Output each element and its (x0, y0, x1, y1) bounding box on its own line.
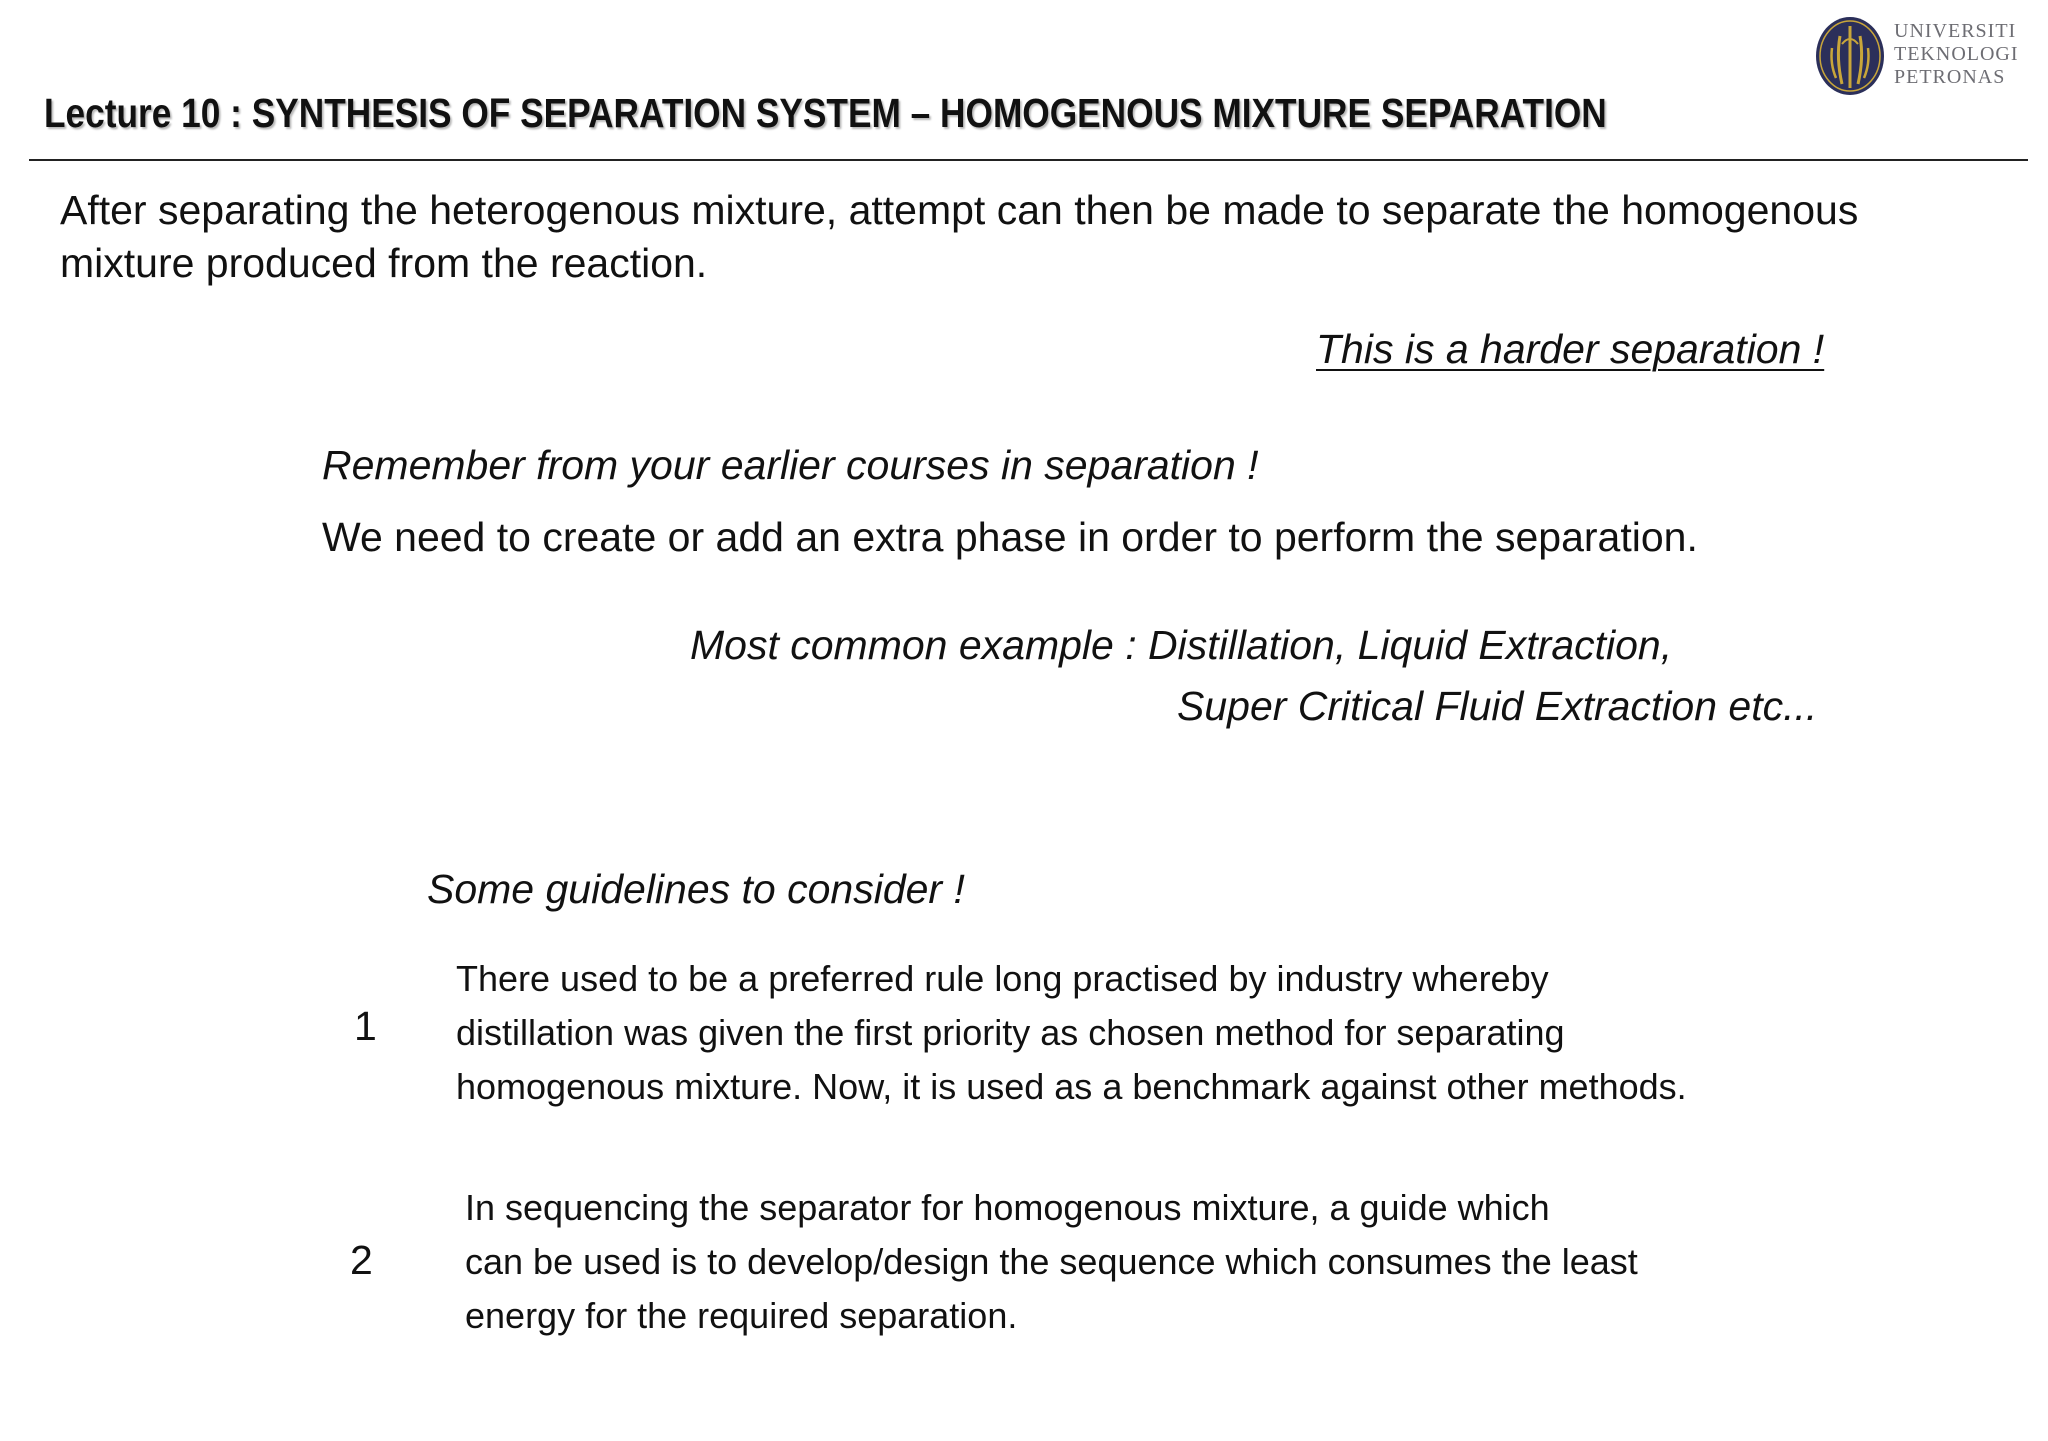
remember-note: Remember from your earlier courses in separation ! (322, 442, 1259, 488)
guideline-item (465, 1181, 1885, 1343)
title-divider (29, 159, 2028, 161)
intro-paragraph (60, 184, 2020, 290)
logo-line: UNIVERSITI (1894, 20, 2017, 42)
guideline-line: There used to be a preferred rule long practised by industry whereby (456, 958, 1549, 999)
guideline-line: can be used is to develop/design the sequence which consumes the least (465, 1241, 1638, 1282)
guideline-number: 1 (354, 1003, 377, 1049)
guideline-line: In sequencing the separator for homogenous mixture, a guide which (465, 1187, 1550, 1228)
logo-line: PETRONAS (1894, 66, 2006, 88)
extra-phase-statement: We need to create or add an extra phase in order to perform the separation. (322, 514, 1698, 560)
slide-title: Lecture 10 : SYNTHESIS OF SEPARATION SYSTEM – HOMOGENOUS MIXTURE SEPARATION (44, 90, 1607, 136)
harder-separation-note: This is a harder separation ! (1316, 326, 1825, 372)
university-logo (1812, 12, 2034, 102)
guideline-item (456, 952, 1876, 1114)
guideline-line: distillation was given the first priority as chosen method for separating (456, 1012, 1565, 1053)
example-line: Most common example : Distillation, Liquid Extraction, (690, 622, 1673, 668)
logo-line: TEKNOLOGI (1894, 43, 2019, 65)
guideline-line: homogenous mixture. Now, it is used as a benchmark against other methods. (456, 1066, 1687, 1107)
example-line: Super Critical Fluid Extraction etc... (1177, 683, 1818, 729)
logo-wordmark (1894, 20, 2019, 89)
utp-emblem-icon (1812, 14, 1888, 98)
guideline-number: 2 (350, 1237, 373, 1283)
intro-line: mixture produced from the reaction. (60, 240, 708, 286)
intro-line: After separating the heterogenous mixture, attempt can then be made to separate the homogenous (60, 187, 1859, 233)
guidelines-heading: Some guidelines to consider ! (427, 866, 965, 912)
guideline-line: energy for the required separation. (465, 1295, 1018, 1336)
